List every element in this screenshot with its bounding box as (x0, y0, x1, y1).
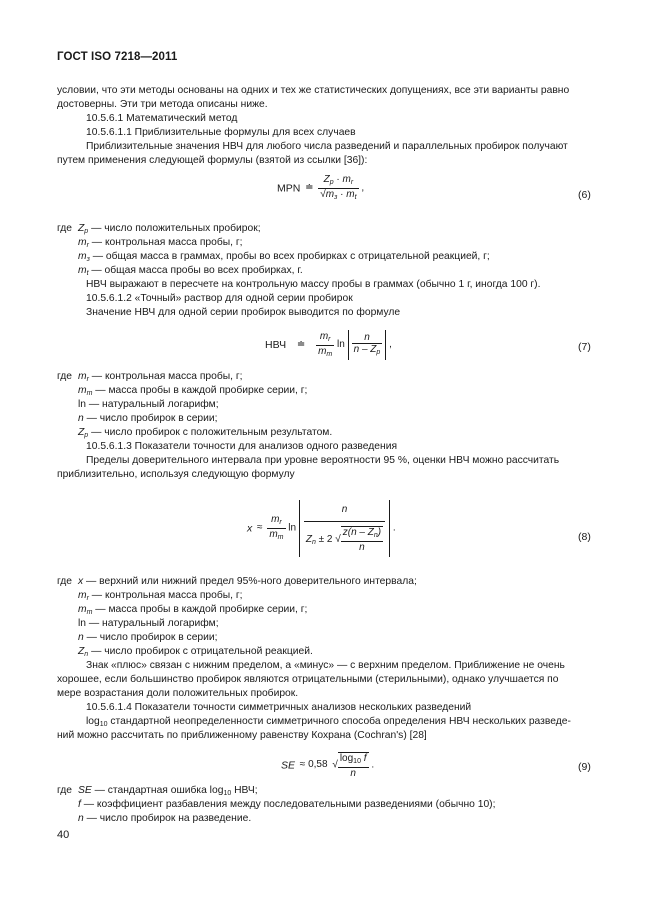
text-line: Значение НВЧ для одной серии пробирок выводится по формуле (86, 307, 401, 318)
text-line: достоверны. Эти три метода описаны ниже. (57, 99, 268, 110)
equation-7: НВЧ ≐ $\frac{m_r}{m_m}$ ln $\frac{n}{n - Z_p}$ , (265, 330, 392, 360)
definition-line: $Z_n$ — число пробирок с отрицательной реакцией. (78, 646, 313, 658)
where-label: где (57, 785, 73, 796)
equation-number: (7) (578, 341, 591, 353)
definition-line: $m_t$ — общая масса пробы во всех пробирках, г. (78, 265, 303, 277)
definition-line: $Z_p$ — число пробирок с положительным результатом. (78, 427, 333, 439)
text-line: Знак «плюс» связан с нижним пределом, а «минус» — с верхним пределом. Приближение не очень (86, 660, 565, 671)
definition-line: ln — натуральный логарифм; (78, 399, 219, 410)
definition-line: $m_r$ — контрольная масса пробы, г; (78, 237, 243, 249)
definition-line: SE — стандартная ошибка $\log_{10}$ НВЧ; (78, 785, 258, 797)
equation-number: (8) (578, 531, 591, 543)
text-line: Пределы доверительного интервала при уровне вероятности 95 %, оценки НВЧ можно рассчитать (86, 455, 560, 466)
definition-line: n — число пробирок на разведение. (78, 813, 252, 824)
equation-8: x ≈ $\frac{m_r}{m_m}$ ln n $Z_n \pm 2$ √ $\frac{z(n - Z_n)}{n}$ . (247, 500, 396, 557)
section-heading: 10.5.6.1 Математический метод (86, 113, 238, 124)
equation-9: SE ≈ 0,58 √ $\frac{\log_{10} f}{n}$ . (281, 753, 375, 779)
equation-6: MPN ≐ $\frac{Z_p \cdot m_r}{√m_з \cdot m_t}$ , (277, 174, 365, 201)
definition-line: $m_r$ — контрольная масса пробы, г; (78, 371, 243, 383)
where-label: где (57, 371, 73, 382)
definition-line: $m_r$ — контрольная масса пробы, г; (78, 590, 243, 602)
equation-number: (9) (578, 761, 591, 773)
text-line: мере возрастания доли положительных пробирок. (57, 688, 299, 699)
where-label: где (57, 576, 73, 587)
page-number: 40 (57, 829, 70, 841)
section-heading: 10.5.6.1.4 Показатели точности симметричных анализов нескольких разведений (86, 702, 472, 713)
definition-line: x — верхний или нижний предел 95%-ного доверительного интервала; (78, 576, 417, 587)
definition-line: n — число пробирок в серии; (78, 632, 218, 643)
equation-number: (6) (578, 189, 591, 201)
text-line: $\log_{10}$ стандартной неопределенности симметричного способа определения НВЧ нескольких разведе- (86, 716, 571, 728)
where-label: где (57, 223, 73, 234)
text-line: путем применения следующей формулы (взятой из ссылки [36]): (57, 155, 368, 166)
section-heading: 10.5.6.1.2 «Точный» раствор для одной серии пробирок (86, 293, 353, 304)
definition-line: n — число пробирок в серии; (78, 413, 218, 424)
definition-line: $m_з$ — общая масса в граммах, пробы во всех пробирках с отрицательной реакцией, г; (78, 251, 490, 263)
definition-line: f — коэффициент разбавления между последовательными разведениями (обычно 10); (78, 799, 496, 810)
document-header: ГОСТ ISO 7218—2011 (57, 51, 178, 63)
text-line: приблизительно, используя следующую формулу (57, 469, 295, 480)
definition-line: $Z_p$ — число положительных пробирок; (78, 223, 261, 235)
text-line: хорошее, если большинство пробирок являются отрицательными (стерильными), однако улучшается по (57, 674, 559, 685)
section-heading: 10.5.6.1.3 Показатели точности для анализов одного разведения (86, 441, 398, 452)
definition-line: $m_m$ — масса пробы в каждой пробирке серии, г; (78, 385, 308, 397)
text-line: Приблизительные значения НВЧ для любого числа разведений и параллельных пробирок получают (86, 141, 568, 152)
definition-line: ln — натуральный логарифм; (78, 618, 219, 629)
definition-line: $m_m$ — масса пробы в каждой пробирке серии, г; (78, 604, 308, 616)
text-line: условии, что эти методы основаны на одних и тех же статистических допущениях, все эти варианты равно (57, 85, 570, 96)
text-line: НВЧ выражают в пересчете на контрольную массу пробы в граммах (обычно 1 г, иногда 100 г). (86, 279, 541, 290)
section-heading: 10.5.6.1.1 Приблизительные формулы для всех случаев (86, 127, 356, 138)
text-line: ний можно рассчитать по приближенному равенству Кохрана (Cochran's) [28] (57, 730, 427, 741)
